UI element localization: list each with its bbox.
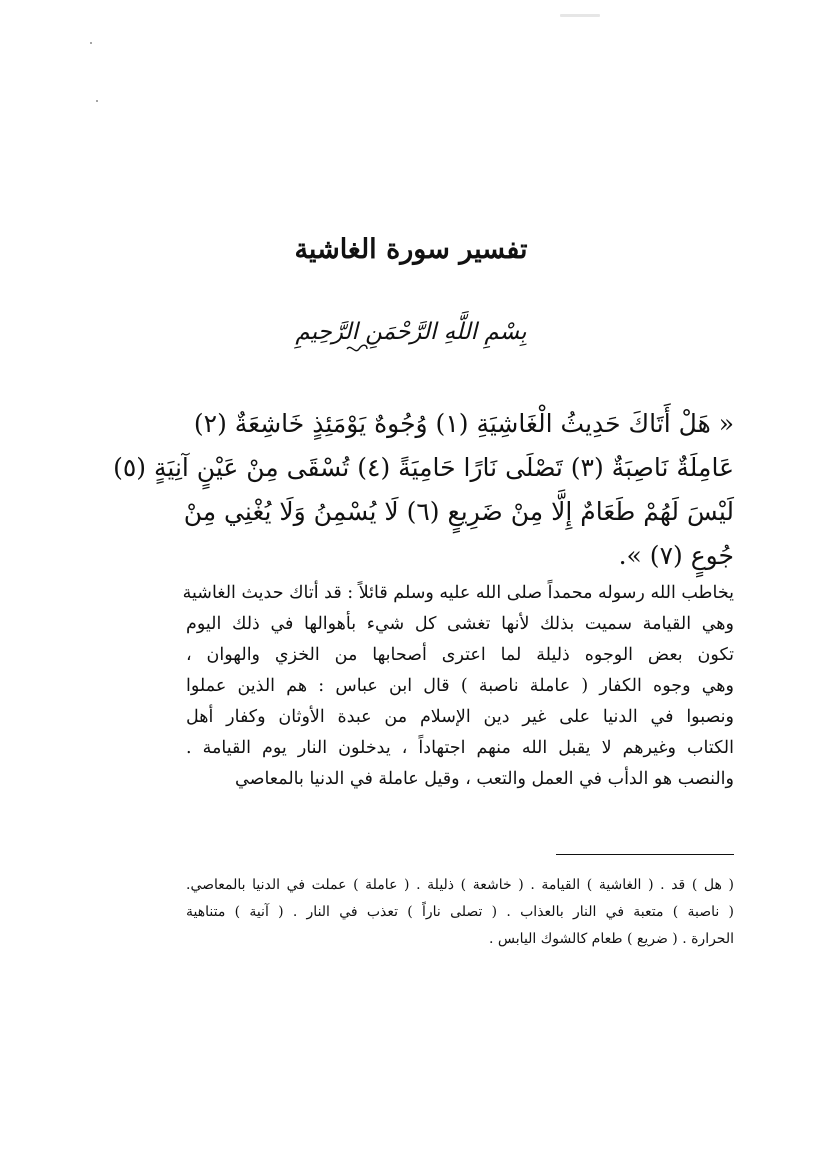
paragraph-line: ونصبوا في الدنيا على غير دين الإسلام من عبدة الأوثان وكفار أهل bbox=[186, 707, 734, 727]
page-title: تفسير سورة الغاشية bbox=[294, 234, 528, 265]
basmala-calligraphy bbox=[0, 312, 822, 352]
scan-speck bbox=[90, 42, 92, 44]
paragraph-line: والنصب هو الدأب في العمل والتعب ، وقيل عاملة في الدنيا بالمعاصي bbox=[235, 769, 734, 789]
paragraph-line: الكتاب وغيرهم لا يقبل الله منهم اجتهاداً ، يدخلون النار يوم القيامة . bbox=[186, 738, 734, 758]
basmala-flourish-icon bbox=[345, 342, 369, 356]
paragraph-line: وهي القيامة سميت بذلك لأنها تغشى كل شيء بأهوالها في ذلك اليوم bbox=[186, 614, 734, 634]
paragraph-line: يخاطب الله رسوله محمداً صلى الله عليه وسلم قائلاً : قد أتاك حديث الغاشية bbox=[182, 583, 734, 603]
footnotes bbox=[186, 872, 734, 953]
verse-line: عَامِلَةٌ نَاصِبَةٌ (٣) تَصْلَى نَارًا حَامِيَةً (٤) تُسْقَى مِنْ عَيْنٍ آنِيَةٍ (٥) bbox=[113, 453, 734, 482]
footnote-divider bbox=[556, 854, 734, 855]
basmala-text: بِسْمِ اللَّهِ الرَّحْمَنِ الرَّحِيمِ bbox=[295, 319, 527, 345]
footnote-line: ( ناصبة ) متعبة في النار بالعذاب . ( تصلى ناراً ) تعذب في النار . ( آنية ) متناهية bbox=[186, 904, 734, 920]
footnote-line: الحرارة . ( ضريع ) طعام كالشوك اليابس . bbox=[489, 931, 734, 947]
verse-line: جُوعٍ (٧) ». bbox=[618, 541, 734, 570]
footnote-line: ( هل ) قد . ( الغاشية ) القيامة . ( خاشعة ) ذليلة . ( عاملة ) عملت في الدنيا بالمعاصي. bbox=[186, 877, 734, 893]
verse-line: لَيْسَ لَهُمْ طَعَامٌ إِلَّا مِنْ ضَرِيعٍ (٦) لَا يُسْمِنُ وَلَا يُغْنِي مِنْ bbox=[183, 497, 734, 526]
scan-speck bbox=[96, 100, 98, 102]
quran-verses bbox=[113, 402, 734, 578]
paragraph-line: تكون بعض الوجوه ذليلة لما اعترى أصحابها من الخزي والهوان ، bbox=[186, 645, 734, 665]
scan-speck bbox=[560, 14, 600, 17]
verse-line: « هَلْ أَتَاكَ حَدِيثُ الْغَاشِيَةِ (١) وُجُوهٌ يَوْمَئِذٍ خَاشِعَةٌ (٢) bbox=[193, 409, 734, 438]
tafsir-paragraph bbox=[182, 578, 734, 795]
paragraph-line: وهي وجوه الكفار ( عاملة ناصبة ) قال ابن عباس : هم الذين عملوا bbox=[186, 676, 734, 696]
